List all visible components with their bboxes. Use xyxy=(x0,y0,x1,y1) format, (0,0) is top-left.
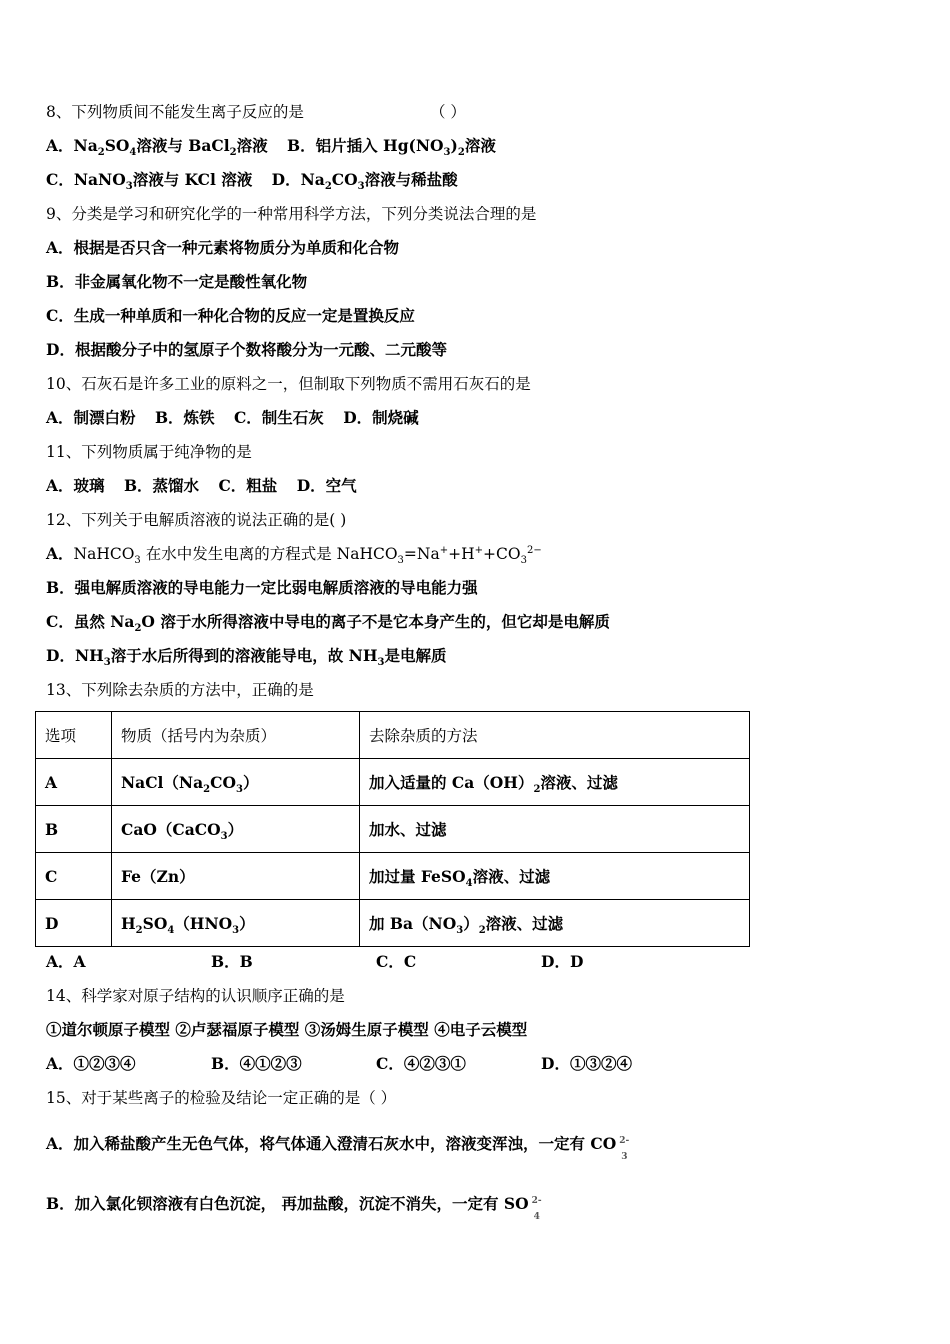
q8-option-b: B．铝片插入 $Hg(NO_3)_2$溶液 xyxy=(287,136,496,159)
row-option: B xyxy=(36,806,112,853)
q13-stem: 13、下列除去杂质的方法中，正确的是 xyxy=(46,681,314,699)
q11-option-c: C．粗盐 xyxy=(218,476,278,495)
q14-option-b: B．④①②③ xyxy=(211,1054,302,1073)
q14-option-a: A．①②③④ xyxy=(46,1054,136,1073)
q12-option-c: C．虽然 $Na_2O$ 溶于水所得溶液中导电的离子不是它本身产生的，但它却是电解质 xyxy=(46,612,610,635)
row-option: D xyxy=(36,900,112,947)
row-method: 加过量 FeSO$_4$溶液、过滤 xyxy=(360,853,750,900)
header-method: 去除杂质的方法 xyxy=(360,712,750,759)
q8-option-d: D．$Na_2CO_3$溶液与稀盐酸 xyxy=(271,170,458,193)
q11-stem: 11、下列物质属于纯净物的是 xyxy=(46,443,252,461)
table-row xyxy=(36,853,750,900)
q11-option-b: B．蒸馏水 xyxy=(123,476,200,495)
q13-table xyxy=(35,711,750,947)
q13-option-a: A．A xyxy=(46,952,86,971)
table-row xyxy=(36,759,750,806)
q10-option-c: C．制生石灰 xyxy=(233,408,324,427)
table-row xyxy=(36,900,750,947)
row-substance: Fe（Zn） xyxy=(112,853,360,900)
q8-stem-text: 8、下列物质间不能发生离子反应的是 xyxy=(46,103,304,121)
q10-stem: 10、石灰石是许多工业的原料之一，但制取下列物质不需用石灰石的是 xyxy=(46,375,531,393)
q8-paren: （ ） xyxy=(430,103,466,121)
row-substance: CaO（CaCO$_3$） xyxy=(112,806,360,853)
q13-option-c: C．C xyxy=(376,952,417,971)
q8-option-a: A．$Na_2SO_4$溶液与 BaCl$_2$溶液 xyxy=(46,136,268,159)
q8-options-cd xyxy=(46,170,458,193)
q14-option-d: D．①③②④ xyxy=(541,1054,632,1073)
row-option: A xyxy=(36,759,112,806)
q11-option-d: D．空气 xyxy=(296,476,357,495)
row-method: 加 $Ba(NO_3)_2$溶液、过滤 xyxy=(360,900,750,947)
q15-stem: 15、对于某些离子的检验及结论一定正确的是（ ） xyxy=(46,1089,397,1107)
q11-options xyxy=(46,476,357,496)
q10-options xyxy=(46,408,419,428)
q13-option-d: D．D xyxy=(541,952,584,971)
q13-option-b: B．B xyxy=(211,952,253,971)
q14-stem: 14、科学家对原子结构的认识顺序正确的是 xyxy=(46,987,345,1005)
q9-option-a: A．根据是否只含一种元素将物质分为单质和化合物 xyxy=(46,238,400,257)
q11-option-a: A．玻璃 xyxy=(46,476,105,495)
q14-option-c: C．④②③① xyxy=(376,1054,466,1073)
row-option: C xyxy=(36,853,112,900)
q12-option-b: B．强电解质溶液的导电能力一定比弱电解质溶液的导电能力强 xyxy=(46,578,478,597)
q14-items: ①道尔顿原子模型 ②卢瑟福原子模型 ③汤姆生原子模型 ④电子云模型 xyxy=(46,1020,528,1039)
row-method: 加入适量的 $Ca(OH)_2$溶液、过滤 xyxy=(360,759,750,806)
q10-option-d: D．制烧碱 xyxy=(343,408,419,427)
q8-options-ab xyxy=(46,136,496,159)
q10-option-a: A．制漂白粉 xyxy=(46,408,136,427)
q12-option-d: D．$NH_3$溶于水后所得到的溶液能导电，故 $NH_3$是电解质 xyxy=(46,646,447,669)
q9-option-d: D．根据酸分子中的氢原子个数将酸分为一元酸、二元酸等 xyxy=(46,340,447,359)
header-substance: 物质（括号内为杂质） xyxy=(112,712,360,759)
q12-option-a: A．NaHCO$_3$ 在水中发生电离的方程式是 $NaHCO_3=Na^++H^++CO_3^{2-}$ xyxy=(46,544,542,567)
q15-option-b: B．加入氯化钡溶液有白色沉淀， 再加盐酸，沉淀不消失，一定有 SO 2- 4 xyxy=(46,1194,542,1222)
row-method: 加水、过滤 xyxy=(360,806,750,853)
q8-stem xyxy=(46,102,466,122)
q9-option-b: B．非金属氧化物不一定是酸性氧化物 xyxy=(46,272,308,291)
header-option: 选项 xyxy=(36,712,112,759)
q10-option-b: B．炼铁 xyxy=(154,408,215,427)
table-header-row xyxy=(36,712,750,759)
row-substance: $NaCl(Na_2CO_3)$ xyxy=(112,759,360,806)
q9-stem: 9、分类是学习和研究化学的一种常用科学方法，下列分类说法合理的是 xyxy=(46,205,537,223)
row-substance: $H_2SO_4(HNO_3)$ xyxy=(112,900,360,947)
q12-stem: 12、下列关于电解质溶液的说法正确的是( ) xyxy=(46,511,347,529)
q15-option-a: A．加入稀盐酸产生无色气体，将气体通入澄清石灰水中，溶液变浑浊，一定有 CO 2- 3 xyxy=(46,1134,630,1162)
q9-option-c: C．生成一种单质和一种化合物的反应一定是置换反应 xyxy=(46,306,415,325)
table-row xyxy=(36,806,750,853)
q8-option-c: C．NaNO$_3$溶液与 KCl 溶液 xyxy=(46,170,253,193)
